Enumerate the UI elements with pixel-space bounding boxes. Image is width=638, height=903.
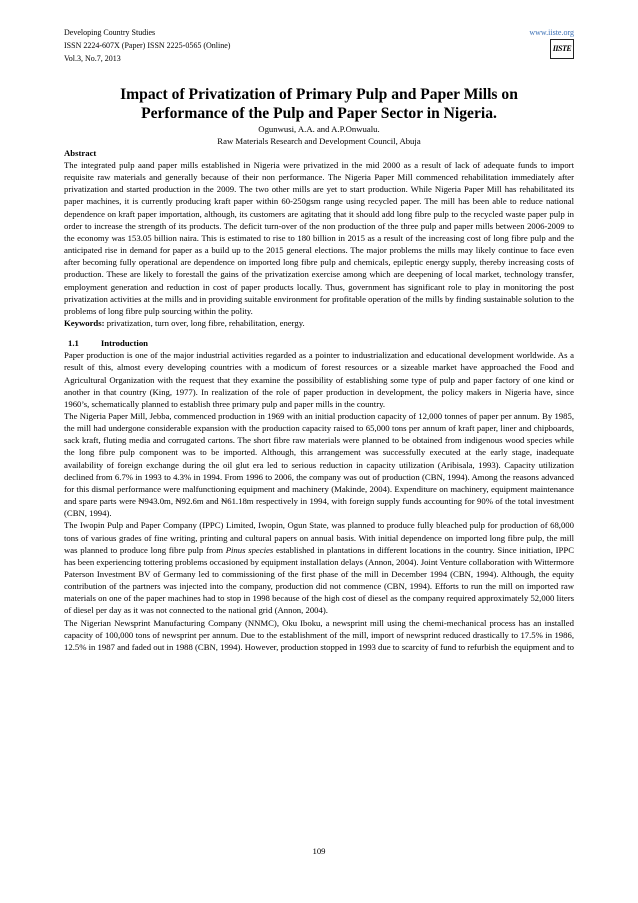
keywords-label: Keywords: xyxy=(64,318,105,329)
section-title: Introduction xyxy=(100,338,149,349)
journal-url-link[interactable]: www.iiste.org xyxy=(529,28,574,37)
intro-paragraph-1: Paper production is one of the major industrial activities regarded as a pointer to industrialization and educational development worldwide. As a result of this, almost every developing countries with a modicum of forest resources or a sizeable market have approached the Food and Agricultural Organization with the request that they examine the possibility of establishing some type of pulp and paper factory of one kind or another in that country (King, 1977). In realization of the role of paper production in development, the policy makers in Nigeria have, since 1960’s, schematically planned to establish three primary pulp and paper mills in the country. xyxy=(64,350,574,409)
keywords xyxy=(64,317,574,329)
volume-line: Vol.3, No.7, 2013 xyxy=(64,54,121,63)
logo-text: IISTE xyxy=(552,44,572,53)
intro-p3-part-a: The Iwopin Pulp and Paper Company (IPPC) Limited, Iwopin, Ogun State, was planned to produce fully bleached pulp for production of 68,000 tons of various grades of fine writing, printing and cultural papers on annual basis. With initial dependence on imported long fibre pulp, the mill was planned to produce long fibre pulp from xyxy=(64,520,574,555)
issn-line: ISSN 2224-607X (Paper) ISSN 2225-0565 (Online) xyxy=(64,41,231,50)
journal-name: Developing Country Studies xyxy=(64,28,156,37)
abstract-text: The integrated pulp aand paper mills established in Nigeria were privatized in the mid 2000 as a result of lack of adequate funds to import requisite raw materials and generally because of their non performance. The Nigeria Paper Mill commenced rehabilitation immediately after privatization and started production in the 2009. The two other mills are yet to start production. While Nigeria Paper Mill has rehabilitated its paper machines, it is currently producing kraft paper within 60-250gsm range using recycled paper. The mill has been able to reduce national dependence on kraft paper importation, although, its customers are agitating that it should add long fibre pulp to the recycled waste paper pulp in order to increase the strength of its products. The deficit turn-over of the non production of the three pulp and paper mills between 2006-2009 to the economy was 153.05 billion naira. This is estimated to rise to 180 billion in 2015 as a result of the increasing cost of long fibre pulp and the anticipated rise in demand for paper as a build up to the 2015 general elections. The major problems the mills may likely continue to face even after becoming fully operational are dependence on imported long fibre pulp and chemicals, epileptic energy supply, thereby increasing costs of production. These are likely to forestall the gains of the privatization exercise among which are deepening of local market, technology transfer, employment generation and reduction in cost of paper products locally. Thus, government has significant role to play in monitoring the post privatization activities at the mills and in providing suitable environment for profitable operation of the mills by finding sustainable solution to the problems of long fibre pulp sourcing within the polity. xyxy=(64,160,574,316)
keywords-text: privatization, turn over, long fibre, rehabilitation, energy. xyxy=(104,318,305,329)
affiliation: Raw Materials Research and Development Council, Abuja xyxy=(217,136,421,146)
page-content xyxy=(64,26,574,653)
intro-p3-species: Pinus species xyxy=(225,544,274,555)
section-number: 1.1 xyxy=(68,338,79,349)
iiste-logo xyxy=(550,39,574,59)
header-left xyxy=(64,26,574,65)
intro-p3-part-b: established in plantations in different locations in the country. Since initiation, IPPC has been experiencing tottering problems occasioned by equipment installation delays (Annon, 2004). Joint Venture collaboration with Wittermore Paterson Investment BV of Germany led to commissioning of the first phase of the mill in December 1994 (CBN, 1994). Although, the equity contribution of the partners was injected into the company, production did not commence (CBN, 1994). Efforts to run the mill on imported raw materials on one of the paper machines had to stop in 1998 because of the high cost of diesel as the company required approximately 52,000 liters of diesel per day as it was not connected to the national grid (Annon, 2004). xyxy=(64,544,574,616)
section-heading-introduction xyxy=(64,337,574,349)
intro-paragraph-4: The Nigerian Newsprint Manufacturing Company (NNMC), Oku Iboku, a newsprint mill using the chemi-mechanical process has an installed capacity of 100,000 tons of newsprint per annum. Due to the establishment of the mill, import of newsprint reduced drastically to 17.5% in 1986, 12.5% in 1987 and faded out in 1988 (CBN, 1994). However, production stopped in 1993 due to scarcity of fund to refurbish the equipment and to xyxy=(64,617,574,652)
page-number: 109 xyxy=(312,846,326,856)
abstract-heading: Abstract xyxy=(64,148,97,158)
intro-paragraph-2: The Nigeria Paper Mill, Jebba, commenced production in 1969 with an initial production capacity of 12,000 tonnes of paper per annum. By 1985, the mill had undergone considerable expansion with the production capacity raised to 65,000 tons per annum of kraft paper, liner and chipboards, sack kraft, fluting media and corrugated cartons. The short fibre raw materials were planned to be obtained from indigenous wood species while the long fibre pulp component was to be imported. Although, this arrangement was successfully executed at the early stage, inadequate availability of foreign exchange during the oil glut era led to serious reduction in capacity utilization (Aribisala, 1993). Capacity utilization declined from 6.7% in 1993 to 4.3% in 1994. From 1996 to 2006, the company was out of production (CBN, 1994). Among the reasons advanced for this dismal performance were malfunctioning equipment and machinery (Makinde, 2004). Expenditure on machinery, equipment maintenance and spare parts were ₦943.0m, ₦92.6m and ₦61.18m respectively in 1994, with foreign supply funds accounting for 90% of the total investment (CBN, 1994). xyxy=(64,410,574,519)
authors: Ogunwusi, A.A. and A.P.Onwualu. xyxy=(258,124,380,134)
journal-header xyxy=(64,26,574,68)
paper-title: Impact of Privatization of Primary Pulp and Paper Mills on Performance of the Pulp and Paper Sector in Nigeria. xyxy=(120,86,518,122)
intro-paragraph-3 xyxy=(64,519,574,616)
